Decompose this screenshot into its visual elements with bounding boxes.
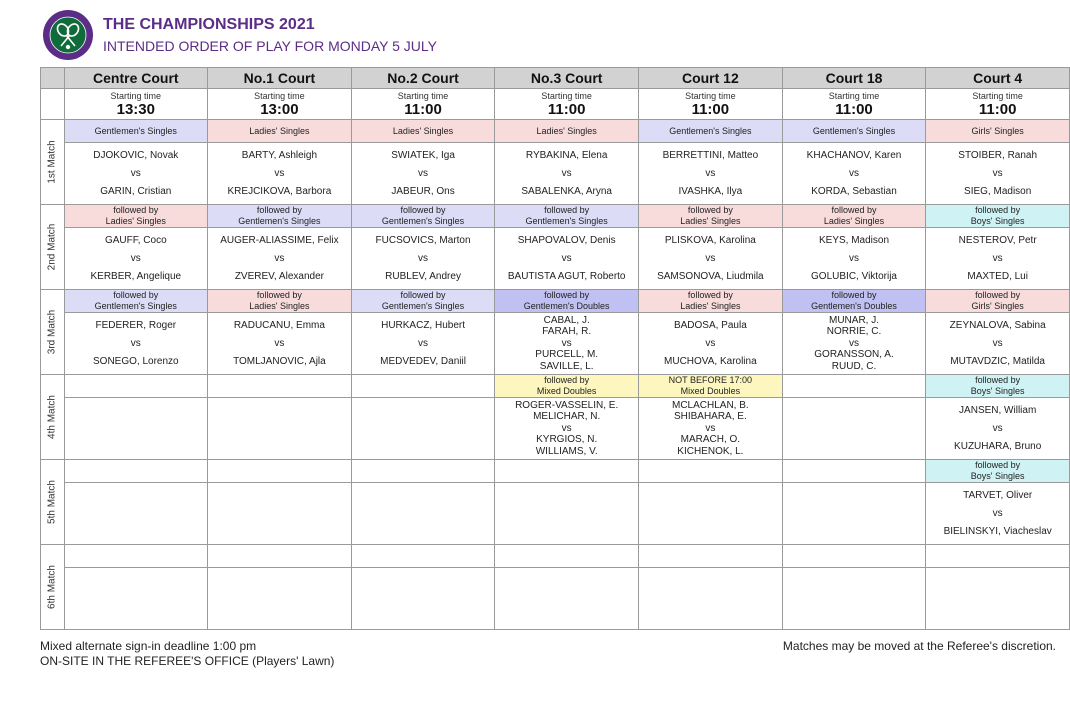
- starting-time-label: Starting time: [541, 90, 592, 101]
- empty-cell: [495, 568, 639, 630]
- empty-cell: [639, 460, 783, 483]
- player-name: MAXTED, Lui: [967, 270, 1028, 282]
- player-name: SAVILLE, L.: [539, 360, 594, 372]
- player-name: SHIBAHARA, E.: [673, 411, 747, 423]
- match-row: [41, 568, 1070, 630]
- player-name: BADOSA, Paula: [673, 319, 747, 331]
- match-row: [41, 228, 1070, 290]
- match-cell: [208, 228, 352, 290]
- event-type: Boys' Singles: [970, 471, 1025, 481]
- vs-label: vs: [130, 337, 141, 349]
- row-label-cell: [41, 545, 65, 630]
- followed-by-label: followed by: [831, 290, 877, 300]
- mixed-signin-note: Mixed alternate sign-in deadline 1:00 pm: [40, 639, 257, 653]
- event-type: Gentlemen's Singles: [639, 120, 783, 143]
- match-row: [41, 398, 1070, 460]
- player-name: IVASHKA, Ilya: [678, 185, 743, 197]
- empty-cell: [495, 460, 639, 483]
- corner-cell: [41, 68, 65, 89]
- match-cell: [782, 228, 926, 290]
- player-name: KORDA, Sebastian: [811, 185, 897, 197]
- event-header-row: [41, 460, 1070, 483]
- vs-label: vs: [705, 167, 716, 179]
- vs-label: vs: [849, 252, 859, 264]
- match-cell: [639, 398, 783, 460]
- event-type: Girls' Singles: [971, 301, 1024, 311]
- match-row-label: 3rd Match: [46, 309, 58, 355]
- row-label-cell: [41, 460, 65, 545]
- referee-discretion-note: Matches may be moved at the Referee's discretion.: [782, 639, 1056, 653]
- player-name: SABALENKA, Aryna: [521, 185, 612, 197]
- player-name: JABEUR, Ons: [391, 185, 455, 197]
- event-type-cell: [926, 375, 1070, 398]
- followed-by-label: followed by: [975, 375, 1021, 385]
- starting-time: 11:00: [835, 100, 873, 118]
- empty-cell: [351, 460, 495, 483]
- page-subtitle: INTENDED ORDER OF PLAY FOR MONDAY 5 JULY: [103, 38, 437, 54]
- starting-time-label: Starting time: [685, 90, 736, 101]
- player-name: CABAL, J.: [543, 314, 590, 326]
- vs-label: vs: [418, 252, 429, 264]
- empty-cell: [782, 460, 926, 483]
- starting-time-cell: [639, 89, 783, 120]
- match-row-label: 2nd Match: [46, 223, 58, 271]
- vs-label: vs: [274, 252, 285, 264]
- vs-label: vs: [561, 337, 572, 349]
- player-name: FUCSOVICS, Marton: [375, 234, 471, 246]
- starting-time-cell: [208, 89, 352, 120]
- player-name: KUZUHARA, Bruno: [954, 440, 1042, 452]
- empty-cell: [639, 545, 783, 568]
- followed-by-label: followed by: [113, 205, 159, 215]
- match-row: [41, 483, 1070, 545]
- match-cell: [926, 398, 1070, 460]
- match-cell: [351, 143, 495, 205]
- vs-label: vs: [849, 167, 859, 179]
- match-row-label: 1st Match: [46, 140, 58, 184]
- empty-cell: [208, 545, 352, 568]
- player-name: NORRIE, C.: [826, 326, 882, 338]
- player-name: SIEG, Madison: [964, 185, 1032, 197]
- court-name: Court 12: [639, 68, 783, 89]
- vs-label: vs: [130, 252, 141, 264]
- row-label-cell: [41, 89, 65, 120]
- player-name: SAMSONOVA, Liudmila: [657, 270, 764, 282]
- player-name: ZEYNALOVA, Sabina: [949, 319, 1046, 331]
- empty-cell: [64, 398, 207, 460]
- event-header-row: [41, 290, 1070, 313]
- player-name: BERRETTINI, Matteo: [662, 149, 759, 161]
- starting-time-cell: [64, 89, 207, 120]
- event-type-cell: [782, 290, 926, 313]
- match-cell: [495, 228, 639, 290]
- followed-by-label: followed by: [544, 205, 590, 215]
- vs-label: vs: [274, 167, 285, 179]
- event-type-cell: [64, 205, 207, 228]
- court-name: Centre Court: [64, 68, 207, 89]
- vs-label: vs: [992, 167, 1003, 179]
- followed-by-label: followed by: [256, 205, 302, 215]
- player-name: RYBAKINA, Elena: [525, 149, 608, 161]
- player-name: BAUTISTA AGUT, Roberto: [507, 270, 626, 282]
- player-name: STOIBER, Ranah: [958, 149, 1038, 161]
- player-name: KHACHANOV, Karen: [806, 149, 902, 161]
- empty-cell: [351, 398, 495, 460]
- match-cell: [351, 228, 495, 290]
- order-of-play-table: [40, 67, 1070, 630]
- player-name: KYRGIOS, N.: [536, 434, 598, 446]
- event-type: Gentlemen's Singles: [381, 216, 465, 226]
- event-type: Boys' Singles: [970, 216, 1025, 226]
- empty-cell: [351, 545, 495, 568]
- empty-cell: [351, 568, 495, 630]
- vs-label: vs: [418, 337, 429, 349]
- player-name: GOLUBIC, Viktorija: [811, 270, 897, 282]
- event-type-cell: [351, 290, 495, 313]
- event-header-row: [41, 120, 1070, 143]
- court-name: No.1 Court: [208, 68, 352, 89]
- empty-cell: [782, 568, 926, 630]
- starting-time: 11:00: [978, 100, 1017, 118]
- player-name: MUTAVDZIC, Matilda: [950, 355, 1045, 367]
- followed-by-label: followed by: [687, 290, 733, 300]
- starting-time-label: Starting time: [397, 90, 449, 101]
- event-type-cell: [926, 205, 1070, 228]
- player-name: PURCELL, M.: [535, 349, 599, 361]
- empty-cell: [639, 568, 783, 630]
- player-name: AUGER-ALIASSIME, Felix: [220, 234, 339, 246]
- empty-cell: [208, 398, 352, 460]
- starting-time-row: [41, 89, 1070, 120]
- match-cell: [64, 313, 207, 375]
- player-name: DJOKOVIC, Novak: [93, 149, 179, 161]
- followed-by-label: followed by: [113, 290, 159, 300]
- player-name: HURKACZ, Hubert: [381, 319, 465, 331]
- empty-cell: [208, 483, 352, 545]
- player-name: RUUD, C.: [831, 360, 877, 372]
- event-type: Mixed Doubles: [536, 386, 597, 396]
- event-type: Gentlemen's Singles: [782, 120, 926, 143]
- empty-cell: [495, 483, 639, 545]
- player-name: RUBLEV, Andrey: [385, 270, 461, 282]
- followed-by-label: followed by: [687, 205, 733, 215]
- followed-by-label: followed by: [975, 460, 1021, 470]
- match-row-label: 4th Match: [46, 395, 58, 439]
- empty-cell: [64, 375, 207, 398]
- starting-time: 13:30: [116, 100, 155, 118]
- player-name: SWIATEK, Iga: [391, 149, 455, 161]
- player-name: MARACH, O.: [680, 434, 741, 446]
- event-type: Gentlemen's Doubles: [523, 301, 610, 311]
- player-name: BIELINSKYI, Viacheslav: [943, 525, 1052, 537]
- event-type: Gentlemen's Singles: [238, 216, 321, 226]
- match-row-label: 5th Match: [46, 480, 58, 524]
- starting-time-label: Starting time: [828, 90, 880, 101]
- followed-by-label: followed by: [975, 205, 1021, 215]
- match-cell: [639, 143, 783, 205]
- court-name: No.2 Court: [351, 68, 495, 89]
- player-name: JANSEN, William: [959, 404, 1037, 416]
- empty-cell: [926, 568, 1070, 630]
- court-name: No.3 Court: [495, 68, 639, 89]
- starting-time: 11:00: [404, 100, 442, 118]
- followed-by-label: followed by: [256, 290, 302, 300]
- player-name: MUCHOVA, Karolina: [664, 355, 757, 367]
- event-type-cell: [926, 460, 1070, 483]
- player-name: MCLACHLAN, B.: [672, 399, 749, 411]
- player-name: FEDERER, Roger: [95, 319, 177, 331]
- starting-time: 11:00: [691, 100, 730, 118]
- row-label-cell: [41, 375, 65, 460]
- row-label-cell: [41, 120, 65, 205]
- event-header-row: [41, 545, 1070, 568]
- followed-by-label: followed by: [975, 290, 1021, 300]
- vs-label: vs: [705, 422, 716, 434]
- starting-time-cell: [926, 89, 1070, 120]
- event-type: Ladies' Singles: [208, 120, 352, 143]
- event-type-cell: [782, 205, 926, 228]
- event-type: Ladies' Singles: [249, 301, 310, 311]
- event-type-cell: [495, 290, 639, 313]
- vs-label: vs: [992, 422, 1003, 434]
- match-row: [41, 313, 1070, 375]
- match-cell: [208, 313, 352, 375]
- player-name: BARTY, Ashleigh: [241, 149, 318, 161]
- player-name: ROGER-VASSELIN, E.: [515, 399, 619, 411]
- event-type-cell: [926, 290, 1070, 313]
- match-cell: [495, 398, 639, 460]
- event-type: Ladies' Singles: [823, 216, 885, 226]
- player-name: NESTEROV, Petr: [958, 234, 1037, 246]
- starting-time-label: Starting time: [254, 90, 305, 101]
- match-cell: [351, 313, 495, 375]
- event-type-cell: [208, 205, 352, 228]
- vs-label: vs: [705, 337, 716, 349]
- event-type-cell: [639, 205, 783, 228]
- event-type-cell: [495, 375, 639, 398]
- empty-cell: [782, 375, 926, 398]
- event-type: Ladies' Singles: [105, 216, 166, 226]
- event-type-cell: [351, 205, 495, 228]
- match-cell: [64, 228, 207, 290]
- followed-by-label: followed by: [544, 375, 590, 385]
- match-cell: [495, 143, 639, 205]
- player-name: KREJCIKOVA, Barbora: [227, 185, 332, 197]
- followed-by-label: followed by: [831, 205, 877, 215]
- match-cell: [208, 143, 352, 205]
- event-type: Gentlemen's Singles: [381, 301, 465, 311]
- match-cell: [926, 228, 1070, 290]
- empty-cell: [782, 545, 926, 568]
- vs-label: vs: [561, 422, 572, 434]
- event-header-row: [41, 205, 1070, 228]
- player-name: FARAH, R.: [542, 326, 592, 338]
- empty-cell: [64, 568, 207, 630]
- page-title: THE CHAMPIONSHIPS 2021: [103, 16, 315, 33]
- empty-cell: [782, 398, 926, 460]
- player-name: WILLIAMS, V.: [535, 445, 598, 457]
- player-name: TARVET, Oliver: [963, 489, 1033, 501]
- player-name: TOMLJANOVIC, Ajla: [233, 355, 326, 367]
- starting-time-label: Starting time: [972, 90, 1023, 101]
- player-name: GAUFF, Coco: [104, 234, 167, 246]
- event-type: Gentlemen's Doubles: [811, 301, 897, 311]
- event-type: Gentlemen's Singles: [525, 216, 608, 226]
- followed-by-label: followed by: [400, 290, 446, 300]
- player-name: KERBER, Angelique: [90, 270, 182, 282]
- vs-label: vs: [705, 252, 716, 264]
- vs-label: vs: [561, 167, 572, 179]
- event-header-row: [41, 375, 1070, 398]
- row-label-cell: [41, 290, 65, 375]
- match-cell: [64, 143, 207, 205]
- referee-office-note: ON-SITE IN THE REFEREE'S OFFICE (Players' Lawn): [40, 654, 335, 668]
- event-type: Ladies' Singles: [351, 120, 495, 143]
- starting-time-cell: [351, 89, 495, 120]
- starting-time-cell: [782, 89, 926, 120]
- player-name: SHAPOVALOV, Denis: [517, 234, 616, 246]
- event-type-cell: [208, 290, 352, 313]
- player-name: MUNAR, J.: [829, 314, 879, 326]
- vs-label: vs: [130, 167, 141, 179]
- event-type: Gentlemen's Singles: [64, 120, 207, 143]
- empty-cell: [926, 545, 1070, 568]
- event-type: Gentlemen's Singles: [94, 301, 177, 311]
- empty-cell: [208, 375, 352, 398]
- empty-cell: [64, 545, 207, 568]
- vs-label: vs: [561, 252, 572, 264]
- vs-label: vs: [992, 507, 1003, 519]
- event-type-cell: [639, 290, 783, 313]
- court-name: Court 18: [782, 68, 926, 89]
- empty-cell: [495, 545, 639, 568]
- match-row: [41, 143, 1070, 205]
- wimbledon-crest-icon: [42, 9, 94, 61]
- event-type: Ladies' Singles: [495, 120, 639, 143]
- vs-label: vs: [992, 252, 1003, 264]
- match-cell: [782, 313, 926, 375]
- not-before-label: NOT BEFORE 17:00: [668, 375, 753, 385]
- followed-by-label: followed by: [544, 290, 590, 300]
- player-name: RADUCANU, Emma: [233, 319, 325, 331]
- vs-label: vs: [992, 337, 1003, 349]
- match-cell: [926, 313, 1070, 375]
- player-name: GORANSSON, A.: [814, 349, 894, 361]
- empty-cell: [351, 375, 495, 398]
- empty-cell: [782, 483, 926, 545]
- vs-label: vs: [849, 337, 859, 349]
- match-cell: [495, 313, 639, 375]
- starting-time-cell: [495, 89, 639, 120]
- player-name: MELICHAR, N.: [533, 411, 601, 423]
- empty-cell: [351, 483, 495, 545]
- starting-time: 13:00: [260, 100, 299, 118]
- player-name: ZVEREV, Alexander: [234, 270, 324, 282]
- followed-by-label: followed by: [400, 205, 446, 215]
- court-header-row: [41, 68, 1070, 89]
- event-type: Ladies' Singles: [680, 216, 741, 226]
- event-type-cell: [639, 375, 783, 398]
- empty-cell: [639, 483, 783, 545]
- match-row-label: 6th Match: [46, 565, 58, 609]
- starting-time: 11:00: [547, 100, 586, 118]
- row-label-cell: [41, 205, 65, 290]
- vs-label: vs: [418, 167, 429, 179]
- player-name: KICHENOK, L.: [677, 445, 744, 457]
- empty-cell: [64, 483, 207, 545]
- player-name: GARIN, Cristian: [100, 185, 172, 197]
- event-type-cell: [495, 205, 639, 228]
- match-cell: [639, 228, 783, 290]
- wimbledon-logo: [42, 9, 94, 61]
- player-name: PLISKOVA, Karolina: [664, 234, 756, 246]
- empty-cell: [208, 460, 352, 483]
- empty-cell: [208, 568, 352, 630]
- player-name: KEYS, Madison: [818, 234, 890, 246]
- court-name: Court 4: [926, 68, 1070, 89]
- starting-time-label: Starting time: [110, 90, 162, 101]
- event-type: Boys' Singles: [970, 386, 1025, 396]
- player-name: MEDVEDEV, Daniil: [380, 355, 466, 367]
- player-name: SONEGO, Lorenzo: [93, 355, 179, 367]
- vs-label: vs: [274, 337, 285, 349]
- match-cell: [782, 143, 926, 205]
- empty-cell: [64, 460, 207, 483]
- event-type: Girls' Singles: [926, 120, 1070, 143]
- match-cell: [926, 483, 1070, 545]
- match-cell: [926, 143, 1070, 205]
- event-type: Mixed Doubles: [680, 386, 741, 396]
- event-type: Ladies' Singles: [680, 301, 741, 311]
- match-cell: [639, 313, 783, 375]
- event-type-cell: [64, 290, 207, 313]
